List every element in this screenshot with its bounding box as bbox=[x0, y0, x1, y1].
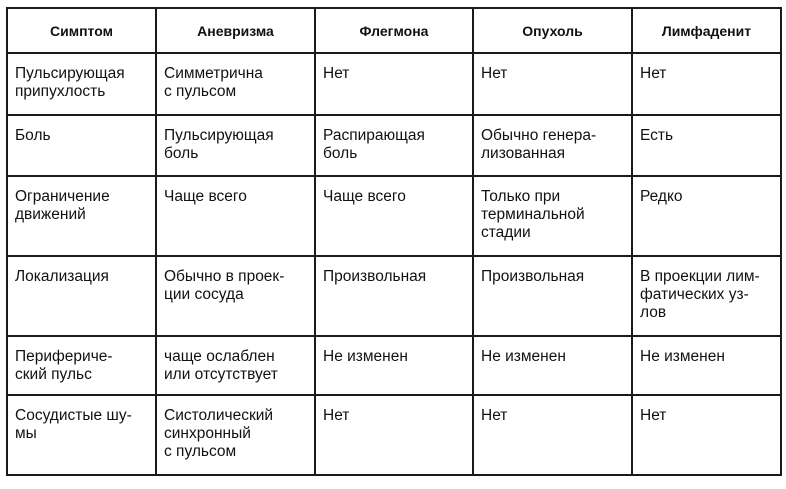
table-cell: Симметрична с пульсом bbox=[156, 53, 315, 115]
table-cell: Не изменен bbox=[315, 336, 473, 395]
table-cell: Нет bbox=[473, 53, 632, 115]
table-cell: Перифериче- ский пульс bbox=[7, 336, 156, 395]
table-cell: Ограничение движений bbox=[7, 176, 156, 256]
table-cell: Нет bbox=[632, 395, 781, 475]
table-cell: Произвольная bbox=[315, 256, 473, 336]
table-cell: Систолический синхронный с пульсом bbox=[156, 395, 315, 475]
table-cell: Нет bbox=[315, 395, 473, 475]
table-cell: Чаще всего bbox=[315, 176, 473, 256]
header-aneurysm: Аневризма bbox=[156, 8, 315, 53]
table-row bbox=[7, 256, 781, 336]
table-row bbox=[7, 336, 781, 395]
table-cell: Сосудистые шу- мы bbox=[7, 395, 156, 475]
table-cell: Произвольная bbox=[473, 256, 632, 336]
table-cell: Обычно в проек- ции сосуда bbox=[156, 256, 315, 336]
table-row bbox=[7, 395, 781, 475]
table-header-row bbox=[7, 8, 781, 53]
table-row bbox=[7, 176, 781, 256]
table-cell: Нет bbox=[315, 53, 473, 115]
table-cell: Редко bbox=[632, 176, 781, 256]
table-cell: Боль bbox=[7, 115, 156, 176]
header-symptom: Симптом bbox=[7, 8, 156, 53]
table-cell: Обычно генера- лизованная bbox=[473, 115, 632, 176]
table-row bbox=[7, 115, 781, 176]
header-lymphadenitis: Лимфаденит bbox=[632, 8, 781, 53]
table-cell: Только при терминальной стадии bbox=[473, 176, 632, 256]
table-row bbox=[7, 53, 781, 115]
table-cell: Не изменен bbox=[632, 336, 781, 395]
table-cell: Есть bbox=[632, 115, 781, 176]
table-cell: В проекции лим- фатических уз- лов bbox=[632, 256, 781, 336]
table-cell: Локализация bbox=[7, 256, 156, 336]
header-phlegmon: Флегмона bbox=[315, 8, 473, 53]
table-cell: Не изменен bbox=[473, 336, 632, 395]
table-cell: Нет bbox=[473, 395, 632, 475]
table-cell: Чаще всего bbox=[156, 176, 315, 256]
table-cell: Пульсирующая боль bbox=[156, 115, 315, 176]
table-cell: Нет bbox=[632, 53, 781, 115]
table-cell: Распирающая боль bbox=[315, 115, 473, 176]
table-cell: Пульсирующая припухлость bbox=[7, 53, 156, 115]
table-cell: чаще ослаблен или отсутствует bbox=[156, 336, 315, 395]
symptom-comparison-table bbox=[6, 7, 782, 476]
header-tumor: Опухоль bbox=[473, 8, 632, 53]
